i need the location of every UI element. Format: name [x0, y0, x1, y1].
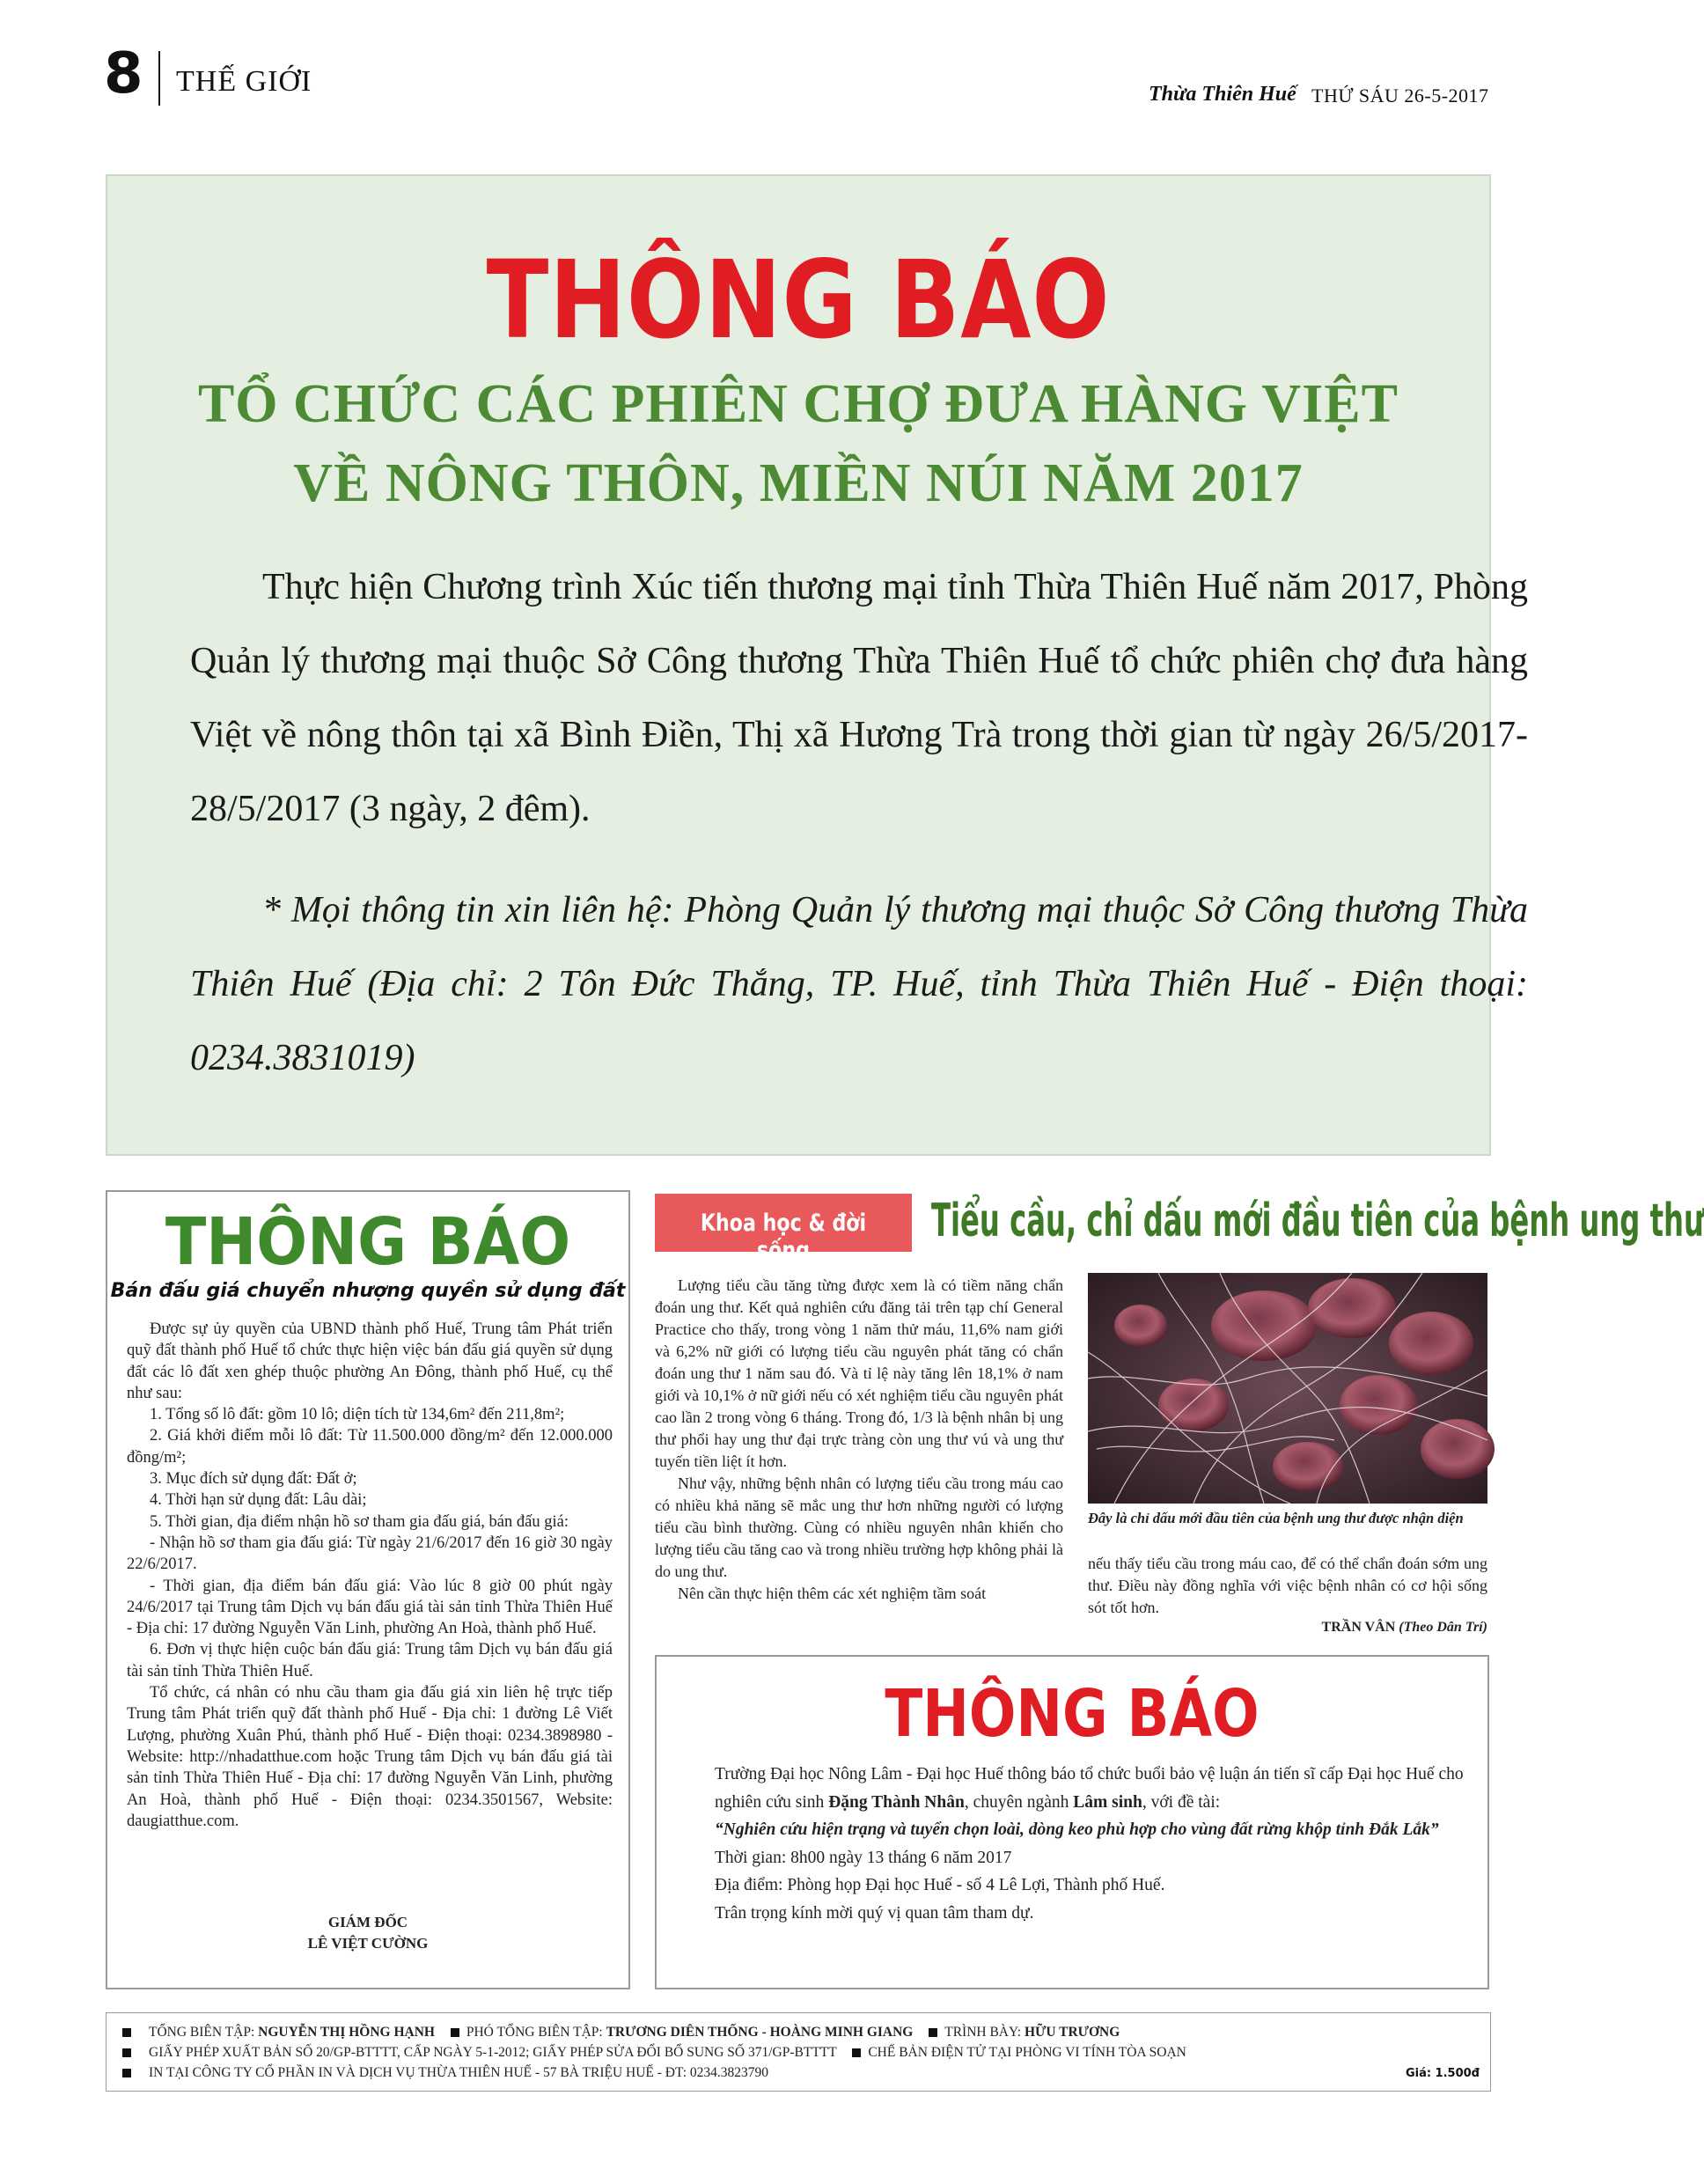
byline-source: (Theo Dân Trí) — [1399, 1620, 1487, 1635]
thesis-intro-middle: , chuyên ngành — [964, 1792, 1074, 1812]
deputy-names: TRƯƠNG DIÊN THỐNG - HOÀNG MINH GIANG — [606, 2025, 914, 2040]
photo-caption: Đây là chỉ dấu mới đầu tiên của bệnh ung thư được nhận diện — [1088, 1510, 1464, 1526]
auction-notice-title: THÔNG BÁO — [165, 1204, 571, 1280]
main-notice-body-text: Thực hiện Chương trình Xúc tiến thương mại tỉnh Thừa Thiên Huế năm 2017, Phòng Quản lý thương mại thuộc Sở Công thương Thừa Thiên Huế tổ chức phiên chợ đưa hàng Việt về nông thôn tại xã Bình Điền, Thị xã Hương Trà trong thời gian từ ngày 26/5/2017- 28/5/2017 (3 ngày, 2 đêm). — [190, 567, 1528, 829]
auction-notice-subtitle: Bán đấu giá chuyển nhượng quyền sử dụng đất — [110, 1280, 626, 1302]
deputy-label: PHÓ TỔNG BIÊN TẬP: — [466, 2025, 606, 2040]
price-label: Giá: 1.500đ — [1405, 2067, 1480, 2080]
category-tag-label: Khoa học & đời sống — [700, 1210, 867, 1264]
auction-paragraph: 6. Đơn vị thực hiện cuộc bán đấu giá: Trung tâm Dịch vụ bán đấu giá tài sản tỉnh Thừa Thiên Huế. — [127, 1641, 613, 1680]
signer-name: LÊ VIỆT CƯỜNG — [307, 1935, 429, 1952]
layout-label: TRÌNH BÀY: — [944, 2025, 1025, 2040]
newspaper-name: Thừa Thiên Huế — [1149, 83, 1296, 106]
article-paragraph: Lượng tiểu cầu tăng từng được xem là có tiềm năng chẩn đoán ung thư. Kết quả nghiên cứu đăng tải trên tạp chí General Practice cho thấy, trong vòng 1 năm thử máu, 11,6% nam giới và 6,2% nữ giới có lượng tiểu cầu nguyên phát tăng có chẩn đoán ung thư 1 năm sau đó. Và tỉ lệ này tăng lên 18,1% ở nam giới và 10,1% ở nữ giới nếu có xét nghiệm tiểu cầu nguyên phát cao lần 2 trong vòng 6 tháng. Trong đó, 1/3 là bệnh nhân bị ung thư phổi hay ung thư đại trực tràng còn ung thư vú và ung thư tuyến tiền liệt ít hơn. — [655, 1276, 1063, 1470]
thesis-location: Địa điểm: Phòng họp Đại học Huế - số 4 Lê Lợi, Thành phố Huế. — [715, 1876, 1165, 1894]
auction-notice-box — [106, 1190, 630, 1989]
auction-paragraph: 4. Thời hạn sử dụng đất: Lâu dài; — [150, 1491, 367, 1510]
bullet-square-icon — [122, 2048, 131, 2057]
bullet-square-icon — [451, 2028, 459, 2037]
thesis-intro-text: Trường Đại học Nông Lâm - Đại học Huế thông báo tổ chức buổi bảo vệ luận án tiến sĩ cấp Đại học Huế cho nghiên cứu sinh — [715, 1765, 1464, 1812]
article-headline: Tiểu cầu, chỉ dấu mới đầu tiên của bệnh ung thư — [931, 1195, 1704, 1247]
thesis-intro — [683, 1761, 1466, 1816]
footer-row-printer — [122, 2063, 1474, 2083]
footer-row-license — [122, 2042, 1474, 2063]
main-notice-subtitle-2: VỀ NÔNG THÔN, MIỀN NÚI NĂM 2017 — [293, 453, 1304, 513]
article-column-2: nếu thấy tiểu cầu trong máu cao, để có thể chẩn đoán sớm ung thư. Điều này đồng nghĩa với việc bệnh nhân có cơ hội sống sót tốt hơn. — [1088, 1555, 1487, 1616]
header-divider — [158, 51, 160, 106]
thesis-title: “Nghiên cứu hiện trạng và tuyển chọn loài, dòng keo phù hợp cho vùng đất rừng khộp tỉnh Đắk Lắk” — [715, 1820, 1439, 1839]
license-text: GIẤY PHÉP XUẤT BẢN SỐ 20/GP-BTTTT, CẤP NGÀY 5-1-2012; GIẤY PHÉP SỬA ĐỔI BỔ SUNG SỐ 371/GP-BTTTT — [149, 2045, 837, 2060]
auction-paragraph: - Nhận hồ sơ tham gia đấu giá: Từ ngày 21/6/2017 đến 16 giờ 30 ngày 22/6/2017. — [127, 1533, 613, 1574]
bullet-square-icon — [929, 2028, 937, 2037]
main-notice-subtitle-1: TỔ CHỨC CÁC PHIÊN CHỢ ĐƯA HÀNG VIỆT — [197, 374, 1399, 434]
main-notice-contact — [190, 873, 1528, 1095]
typeset-text: CHẾ BẢN ĐIỆN TỬ TẠI PHÒNG VI TÍNH TÒA SOẠN — [868, 2045, 1186, 2060]
auction-paragraph: 2. Giá khởi điểm mỗi lô đất: Từ 11.500.000 đồng/m² đến 12.000.000 đồng/m²; — [127, 1427, 613, 1467]
thesis-notice-box — [655, 1655, 1489, 1989]
candidate-major: Lâm sinh — [1073, 1792, 1142, 1812]
main-notice-body — [190, 550, 1528, 846]
auction-paragraph: 1. Tổng số lô đất: gồm 10 lô; diện tích từ 134,6m² đến 211,8m²; — [150, 1406, 565, 1424]
article-paragraph: Như vậy, những bệnh nhân có lượng tiểu cầu trong máu cao có nhiều khả năng sẽ mắc ung thư hơn những người có lượng tiểu cầu bình thường. Cùng có nhiều nguyên nhân khiến cho lượng tiểu cầu tăng cao và trong nhiều trường hợp không phải là do ung thư. — [655, 1474, 1063, 1580]
bullet-square-icon — [852, 2048, 861, 2057]
byline-author: TRẦN VÂN — [1321, 1620, 1396, 1635]
thesis-notice-body — [683, 1761, 1466, 1927]
bullet-square-icon — [122, 2069, 131, 2077]
auction-paragraph: - Thời gian, địa điểm bán đấu giá: Vào lúc 8 giờ 00 phút ngày 24/6/2017 tại Trung tâm Dịch vụ bán đấu giá tài sản tỉnh Thừa Thiên Huế - Địa chỉ: 17 đường Nguyễn Văn Linh, phường An Hoà, thành phố Huế. — [127, 1577, 613, 1638]
issue-date: THỨ SÁU 26-5-2017 — [1311, 85, 1489, 107]
article-column-1 — [655, 1275, 1063, 1605]
article-byline — [1088, 1620, 1487, 1636]
main-notice-box — [106, 174, 1528, 1156]
article-paragraph: Nên cần thực hiện thêm các xét nghiệm tầm soát — [678, 1585, 987, 1602]
blood-cells-image — [1088, 1273, 1487, 1504]
auction-signature — [107, 1912, 628, 1954]
main-notice-title: THÔNG BÁO — [486, 238, 1111, 363]
blood-cells-photo — [1088, 1273, 1487, 1504]
auction-paragraph: 5. Thời gian, địa điểm nhận hồ sơ tham gia đấu giá, bán đấu giá: — [150, 1512, 569, 1531]
auction-paragraph: Được sự ủy quyền của UBND thành phố Huế, Trung tâm Phát triển quỹ đất thành phố Huế tổ chức thực hiện việc bán đấu giá quyền sử dụng đất các lô đất xen ghép thuộc phường An Đông, thành phố Huế, cụ thể như sau: — [127, 1320, 613, 1402]
thesis-intro-after: , với đề tài: — [1142, 1792, 1221, 1812]
footer-row-editors — [122, 2022, 1474, 2042]
auction-paragraph: 3. Mục đích sử dụng đất: Đất ở; — [150, 1470, 357, 1489]
bullet-square-icon — [122, 2028, 131, 2037]
auction-paragraph: Tổ chức, cá nhân có nhu cầu tham gia đấu giá xin liên hệ trực tiếp Trung tâm Phát triển quỹ đất thành phố Huế - Địa chỉ: 1 đường Lê Viết Lượng, phường Xuân Phú, thành phố Huế - Điện thoại: 0234.3898980 - Website: http://nhadatthue.com hoặc Trung tâm Dịch vụ bán đấu giá tài sản tỉnh Thừa Thiên Huế - Địa chỉ: 17 đường Nguyễn Văn Linh, phường An Hoà, thành phố Huế - Điện thoại: 0234.3501567, Website: daugiatthue.com. — [127, 1684, 613, 1830]
main-notice-contact-text: * Mọi thông tin xin liên hệ: Phòng Quản lý thương mại thuộc Sở Công thương Thừa Thiên Huế (Địa chỉ: 2 Tôn Đức Thắng, TP. Huế, tỉnh Thừa Thiên Huế - Điện thoại: 0234.3831019) — [190, 890, 1528, 1078]
signer-title: GIÁM ĐỐC — [327, 1914, 408, 1930]
auction-notice-body — [127, 1319, 613, 1832]
thesis-time: Thời gian: 8h00 ngày 13 tháng 6 năm 2017 — [715, 1848, 1012, 1867]
printer-text: IN TẠI CÔNG TY CỔ PHẦN IN VÀ DỊCH VỤ THỪA THIÊN HUẾ - 57 BÀ TRIỆU HUẾ - ĐT: 0234.3823790 — [149, 2065, 769, 2080]
editor-name: NGUYỄN THỊ HỒNG HẠNH — [258, 2025, 435, 2040]
thesis-notice-title: THÔNG BÁO — [885, 1676, 1260, 1752]
candidate-name: Đặng Thành Nhân — [828, 1792, 965, 1812]
layout-name: HỮU TRƯƠNG — [1024, 2025, 1120, 2040]
section-title: THẾ GIỚI — [176, 65, 312, 98]
editor-label: TỔNG BIÊN TẬP: — [149, 2025, 259, 2040]
page-number: 8 — [104, 41, 143, 107]
category-tag — [655, 1194, 912, 1264]
thesis-invitation: Trân trọng kính mời quý vị quan tâm tham dự. — [715, 1903, 1034, 1923]
masthead-footer — [106, 2012, 1491, 2092]
